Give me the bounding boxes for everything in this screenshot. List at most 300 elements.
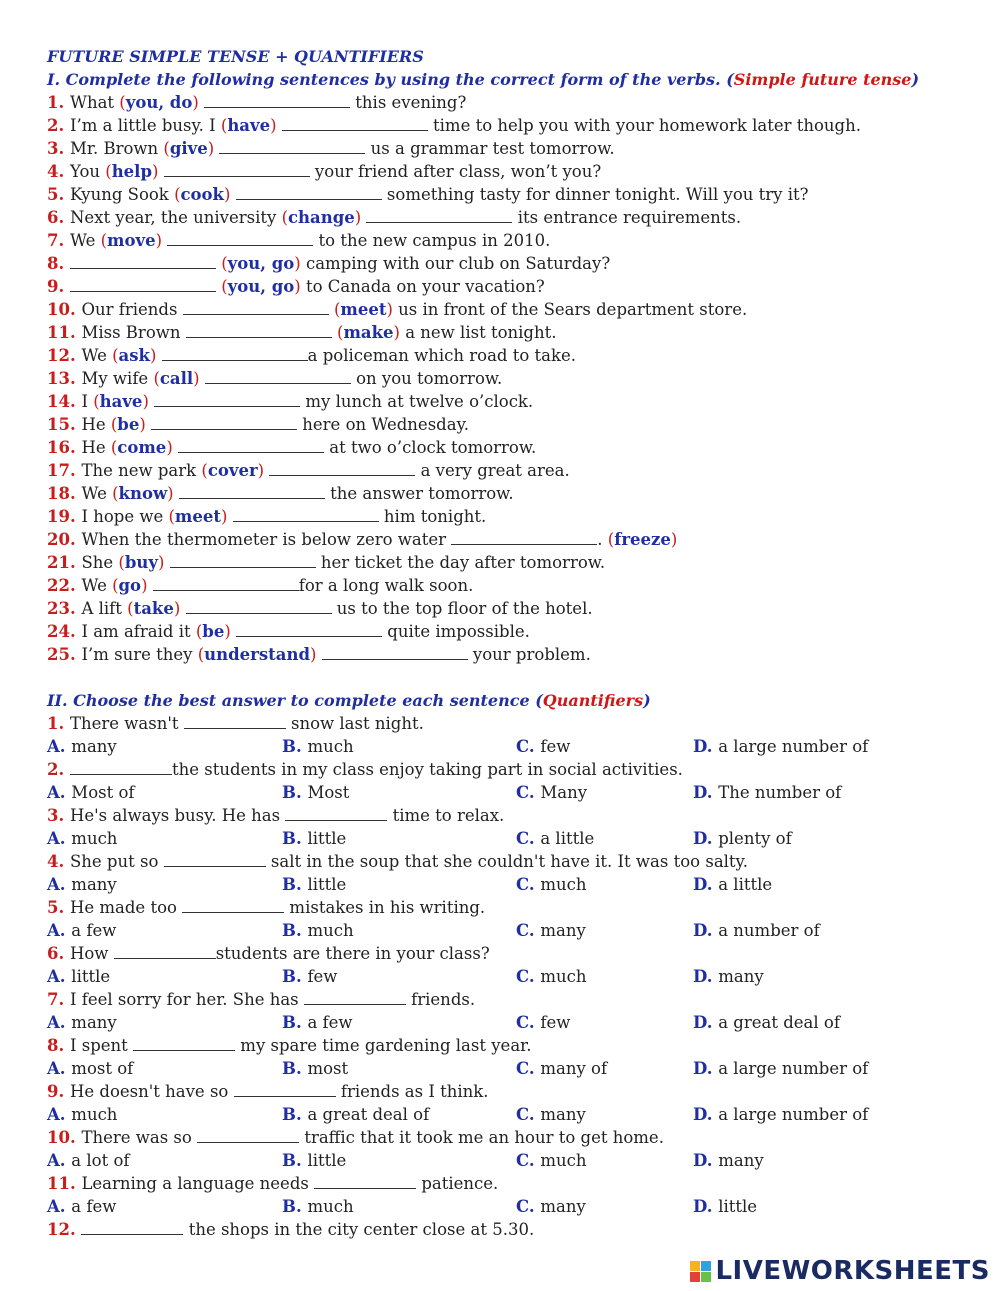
sentence-text: for a long walk soon.	[298, 576, 474, 595]
paren-open: (	[197, 645, 205, 664]
answer-blank[interactable]	[314, 1173, 416, 1189]
option-text: little	[307, 829, 347, 848]
option-b[interactable]	[282, 919, 354, 942]
option-c[interactable]	[516, 1149, 586, 1172]
item-number: 2.	[47, 116, 70, 135]
question-row	[47, 1080, 987, 1103]
option-text: most of	[71, 1059, 134, 1078]
paren-close: )	[393, 323, 400, 342]
sentence-text: the answer tomorrow.	[324, 484, 514, 503]
answer-blank[interactable]	[184, 713, 286, 729]
answer-blank[interactable]	[233, 506, 379, 522]
answer-blank[interactable]	[234, 1081, 336, 1097]
option-a[interactable]	[47, 827, 117, 850]
paren-open: (	[201, 461, 208, 480]
answer-blank[interactable]	[164, 161, 310, 177]
sentence-text: quite impossible.	[382, 622, 530, 641]
option-letter: A.	[47, 1151, 72, 1170]
option-a[interactable]	[47, 919, 116, 942]
question-text: There was so	[81, 1128, 198, 1147]
answer-blank[interactable]	[186, 322, 332, 338]
verb-text: be	[117, 415, 140, 434]
option-b[interactable]	[282, 781, 349, 804]
question-text: I feel sorry for her. She has	[69, 990, 304, 1009]
verb-hint	[118, 553, 164, 572]
option-b[interactable]	[282, 735, 354, 758]
option-c[interactable]	[516, 781, 587, 804]
sentence-text: You	[69, 162, 106, 181]
option-letter: B.	[282, 783, 308, 802]
option-d[interactable]	[693, 781, 841, 804]
exercise-row	[47, 620, 987, 643]
answer-blank[interactable]	[178, 437, 324, 453]
option-text: a lot of	[71, 1151, 130, 1170]
paren-close: )	[149, 346, 157, 365]
item-number: 24.	[47, 622, 82, 641]
option-letter: B.	[282, 1151, 308, 1170]
answer-blank[interactable]	[167, 230, 313, 246]
verb-text: move	[107, 231, 156, 250]
answer-blank[interactable]	[81, 1219, 183, 1235]
sentence-text: here on Wednesday.	[297, 415, 469, 434]
option-c[interactable]	[516, 1103, 586, 1126]
verb-hint	[111, 415, 146, 434]
answer-blank[interactable]	[282, 115, 428, 131]
question-row	[47, 942, 987, 965]
option-letter: B.	[282, 1105, 308, 1124]
question-text: the students in my class enjoy taking part in social activities.	[171, 760, 683, 779]
option-c[interactable]	[516, 965, 586, 988]
exercise-row	[47, 551, 987, 574]
question-row	[47, 804, 987, 827]
paren-close: )	[670, 530, 678, 549]
question-text: friends as I think.	[335, 1082, 489, 1101]
option-letter: C.	[516, 829, 541, 848]
exercise-row	[47, 344, 987, 367]
item-number: 16.	[47, 438, 82, 457]
option-a[interactable]	[47, 781, 135, 804]
option-letter: A.	[47, 967, 72, 986]
verb-text: you, do	[125, 93, 193, 112]
option-a[interactable]	[47, 965, 110, 988]
option-d[interactable]	[693, 965, 764, 988]
answer-blank[interactable]	[197, 1127, 299, 1143]
sentence-text: us in front of the Sears department store.	[392, 300, 748, 319]
exercise-row	[47, 183, 987, 206]
paren-close: )	[354, 208, 362, 227]
sentence-text: its entrance requirements.	[512, 208, 742, 227]
answer-blank[interactable]	[236, 184, 382, 200]
options-row	[47, 735, 987, 758]
option-b[interactable]	[282, 1103, 429, 1126]
verb-text: take	[133, 599, 174, 618]
paren-close: )	[224, 185, 231, 204]
answer-blank[interactable]	[285, 805, 387, 821]
option-c[interactable]	[516, 1011, 570, 1034]
sentence-text: When the thermometer is below zero water	[81, 530, 452, 549]
sentence-text: your problem.	[467, 645, 591, 664]
option-text: many	[540, 1105, 586, 1124]
question-text: salt in the soup that she couldn't have it. It was too salty.	[265, 852, 748, 871]
option-letter: D.	[693, 1013, 719, 1032]
paren-close: )	[152, 162, 159, 181]
sentence-text: him tonight.	[378, 507, 487, 526]
answer-blank[interactable]	[451, 529, 597, 545]
option-text: much	[71, 1105, 118, 1124]
answer-blank[interactable]	[182, 897, 284, 913]
question-text: She put so	[69, 852, 164, 871]
answer-blank[interactable]	[204, 92, 350, 108]
option-d[interactable]	[693, 735, 868, 758]
item-number: 22.	[47, 576, 82, 595]
verb-text: freeze	[614, 530, 671, 549]
paren-open: (	[221, 254, 228, 273]
sentence-text: We	[69, 231, 101, 250]
option-letter: C.	[516, 737, 541, 756]
sentence-text: A lift	[81, 599, 128, 618]
question-text: He doesn't have so	[69, 1082, 234, 1101]
verb-hint	[127, 599, 180, 618]
logo-square	[701, 1261, 711, 1271]
option-b[interactable]	[282, 1149, 346, 1172]
option-a[interactable]	[47, 1103, 117, 1126]
paren-close: )	[224, 622, 231, 641]
option-text: many	[718, 1151, 764, 1170]
option-text: many	[71, 1013, 117, 1032]
answer-blank[interactable]	[236, 621, 382, 637]
paren-close: )	[157, 553, 165, 572]
verb-text: have	[227, 116, 271, 135]
verb-text: come	[117, 438, 167, 457]
option-a[interactable]	[47, 1195, 116, 1218]
option-text: few	[540, 1013, 571, 1032]
exercise-row	[47, 206, 987, 229]
sentence-text: I	[81, 392, 94, 411]
option-a[interactable]	[47, 735, 117, 758]
exercise-row	[47, 229, 987, 252]
answer-blank[interactable]	[70, 276, 216, 292]
answer-blank[interactable]	[162, 345, 308, 361]
paren-open: (	[174, 185, 181, 204]
question-row	[47, 758, 987, 781]
paren-close: )	[141, 576, 148, 595]
options-row	[47, 1057, 987, 1080]
logo-text: LIVEWORKSHEETS	[715, 1256, 990, 1286]
item-number: 7.	[47, 231, 70, 250]
answer-blank[interactable]	[186, 598, 332, 614]
exercise-row	[47, 574, 987, 597]
paren-close: )	[257, 461, 265, 480]
option-letter: D.	[693, 1151, 719, 1170]
answer-blank[interactable]	[183, 299, 329, 315]
answer-blank[interactable]	[366, 207, 512, 223]
section2-list	[47, 712, 987, 1241]
question-number: 11.	[47, 1174, 82, 1193]
sentence-text: a very great area.	[415, 461, 570, 480]
option-letter: A.	[47, 829, 72, 848]
option-text: little	[718, 1197, 758, 1216]
verb-hint	[112, 484, 174, 503]
option-d[interactable]	[693, 1195, 757, 1218]
option-text: few	[540, 737, 571, 756]
option-text: many	[540, 921, 586, 940]
option-text: much	[540, 875, 587, 894]
sentence-text: The new park	[81, 461, 202, 480]
option-text: The number of	[718, 783, 842, 802]
paren-close: )	[294, 254, 301, 273]
question-text: There wasn't	[69, 714, 184, 733]
sentence-text: your friend after class, won’t you?	[309, 162, 602, 181]
question-text: snow last night.	[285, 714, 424, 733]
question-number: 1.	[47, 714, 70, 733]
verb-text: know	[118, 484, 168, 503]
verb-text: cover	[207, 461, 258, 480]
sentence-text: We	[81, 484, 113, 503]
option-letter: D.	[693, 737, 719, 756]
question-text: mistakes in his writing.	[284, 898, 486, 917]
option-text: many	[718, 967, 764, 986]
option-letter: A.	[47, 783, 72, 802]
sentence-text: something tasty for dinner tonight. Will you try it?	[381, 185, 809, 204]
option-text: a great deal of	[307, 1105, 430, 1124]
answer-blank[interactable]	[70, 253, 216, 269]
question-number: 8.	[47, 1036, 70, 1055]
option-c[interactable]	[516, 1195, 586, 1218]
sentence-text: I’m sure they	[81, 645, 198, 664]
verb-hint	[112, 346, 156, 365]
option-d[interactable]	[693, 1057, 868, 1080]
verb-hint	[221, 116, 277, 135]
option-letter: A.	[47, 1013, 72, 1032]
option-d[interactable]	[693, 827, 792, 850]
verb-hint	[221, 277, 301, 296]
option-d[interactable]	[693, 1011, 840, 1034]
paren-close: )	[386, 300, 393, 319]
option-c[interactable]	[516, 1057, 607, 1080]
paren-close: )	[193, 369, 200, 388]
option-b[interactable]	[282, 1057, 348, 1080]
option-letter: A.	[47, 875, 72, 894]
option-d[interactable]	[693, 1149, 764, 1172]
option-text: much	[307, 737, 354, 756]
option-text: much	[540, 967, 587, 986]
answer-blank[interactable]	[154, 391, 300, 407]
answer-blank[interactable]	[153, 575, 299, 591]
option-a[interactable]	[47, 1149, 130, 1172]
verb-text: ask	[118, 346, 150, 365]
options-row	[47, 1149, 987, 1172]
question-row	[47, 988, 987, 1011]
option-d[interactable]	[693, 919, 820, 942]
verb-hint	[93, 392, 149, 411]
question-text: traffic that it took me an hour to get home.	[299, 1128, 664, 1147]
paren-close: )	[173, 599, 181, 618]
sentence-text: us to the top floor of the hotel.	[331, 599, 593, 618]
exercise-row	[47, 413, 987, 436]
item-number: 19.	[47, 507, 82, 526]
question-text: students are there in your class?	[215, 944, 490, 963]
sentence-text: Mr. Brown	[69, 139, 164, 158]
answer-blank[interactable]	[219, 138, 365, 154]
question-text: time to relax.	[387, 806, 505, 825]
option-text: few	[307, 967, 338, 986]
answer-blank[interactable]	[133, 1035, 235, 1051]
item-number: 8.	[47, 254, 70, 273]
verb-text: you, go	[227, 254, 295, 273]
logo-square	[701, 1272, 711, 1282]
option-letter: D.	[693, 921, 719, 940]
option-d[interactable]	[693, 873, 772, 896]
options-row	[47, 1103, 987, 1126]
option-letter: B.	[282, 1013, 308, 1032]
option-c[interactable]	[516, 873, 586, 896]
exercise-row	[47, 160, 987, 183]
sentence-text: We	[81, 346, 113, 365]
option-letter: A.	[47, 1197, 72, 1216]
paren-close: )	[155, 231, 163, 250]
paren-close: )	[142, 392, 149, 411]
verb-hint	[174, 185, 230, 204]
option-letter: A.	[47, 921, 72, 940]
paren-open: (	[333, 300, 341, 319]
sentence-text: I am afraid it	[81, 622, 196, 641]
answer-blank[interactable]	[179, 483, 325, 499]
options-row	[47, 827, 987, 850]
option-a[interactable]	[47, 873, 117, 896]
option-text: a large number of	[718, 737, 869, 756]
option-letter: D.	[693, 1105, 719, 1124]
exercise-row	[47, 275, 987, 298]
verb-hint	[163, 139, 214, 158]
question-row	[47, 1218, 987, 1241]
section-spacer	[47, 666, 987, 689]
answer-blank[interactable]	[70, 759, 172, 775]
option-text: much	[307, 921, 354, 940]
exercise-row	[47, 114, 987, 137]
option-letter: C.	[516, 921, 541, 940]
question-row	[47, 712, 987, 735]
paren-open: (	[127, 599, 134, 618]
sentence-text: .	[597, 530, 608, 549]
answer-blank[interactable]	[304, 989, 406, 1005]
paren-open: (	[220, 116, 228, 135]
option-letter: C.	[516, 1013, 541, 1032]
verb-text: change	[288, 208, 355, 227]
item-number: 9.	[47, 277, 70, 296]
verb-text: help	[111, 162, 152, 181]
liveworksheets-logo	[690, 1253, 990, 1289]
paren-open: (	[93, 392, 100, 411]
item-number: 5.	[47, 185, 70, 204]
paren-close: )	[294, 277, 301, 296]
question-text: How	[69, 944, 114, 963]
sentence-text: us a grammar test tomorrow.	[365, 139, 615, 158]
verb-hint	[168, 507, 227, 526]
option-letter: D.	[693, 875, 719, 894]
paren-open: (	[112, 484, 119, 503]
item-number: 12.	[47, 346, 82, 365]
option-text: a great deal of	[718, 1013, 840, 1032]
question-row	[47, 1172, 987, 1195]
verb-hint	[201, 461, 264, 480]
sentence-text: Next year, the university	[69, 208, 282, 227]
verb-text: be	[202, 622, 225, 641]
verb-text: cook	[180, 185, 224, 204]
option-b[interactable]	[282, 965, 337, 988]
paren-open: (	[221, 277, 228, 296]
item-number: 4.	[47, 162, 70, 181]
question-number: 12.	[47, 1220, 82, 1239]
logo-square	[690, 1272, 700, 1282]
option-c[interactable]	[516, 919, 586, 942]
exercise-row	[47, 528, 987, 551]
option-b[interactable]	[282, 873, 346, 896]
verb-hint	[111, 438, 173, 457]
question-row	[47, 1034, 987, 1057]
option-a[interactable]	[47, 1011, 117, 1034]
option-c[interactable]	[516, 735, 570, 758]
paren-close: )	[139, 415, 146, 434]
sentence-text: We	[81, 576, 113, 595]
question-text: friends.	[405, 990, 476, 1009]
option-text: a little	[540, 829, 595, 848]
answer-blank[interactable]	[164, 851, 266, 867]
question-text: the shops in the city center close at 5.30.	[183, 1220, 535, 1239]
option-b[interactable]	[282, 1011, 353, 1034]
option-d[interactable]	[693, 1103, 868, 1126]
answer-blank[interactable]	[322, 644, 468, 660]
option-letter: C.	[516, 967, 541, 986]
sentence-text: What	[69, 93, 120, 112]
sentence-text: this evening?	[350, 93, 467, 112]
verb-text: understand	[204, 645, 310, 664]
paren-close: )	[167, 484, 174, 503]
answer-blank[interactable]	[269, 460, 415, 476]
option-c[interactable]	[516, 827, 594, 850]
paren-close: )	[309, 645, 317, 664]
verb-text: you, go	[227, 277, 295, 296]
exercise-row	[47, 137, 987, 160]
answer-blank[interactable]	[151, 414, 297, 430]
verb-hint	[119, 93, 199, 112]
question-number: 10.	[47, 1128, 82, 1147]
options-row	[47, 1011, 987, 1034]
option-text: a few	[71, 1197, 117, 1216]
options-row	[47, 781, 987, 804]
exercise-row	[47, 436, 987, 459]
option-b[interactable]	[282, 827, 346, 850]
item-number: 14.	[47, 392, 82, 411]
option-b[interactable]	[282, 1195, 354, 1218]
option-a[interactable]	[47, 1057, 133, 1080]
option-letter: B.	[282, 921, 308, 940]
answer-blank[interactable]	[114, 943, 216, 959]
question-number: 3.	[47, 806, 70, 825]
item-number: 18.	[47, 484, 82, 503]
item-number: 21.	[47, 553, 82, 572]
sentence-text: to the new campus in 2010.	[313, 231, 551, 250]
exercise-row	[47, 321, 987, 344]
option-text: a large number of	[718, 1105, 869, 1124]
sentence-text: Our friends	[81, 300, 183, 319]
verb-hint	[101, 231, 162, 250]
option-text: most	[307, 1059, 349, 1078]
option-text: little	[307, 875, 347, 894]
answer-blank[interactable]	[170, 552, 316, 568]
option-letter: B.	[282, 1059, 308, 1078]
answer-blank[interactable]	[205, 368, 351, 384]
verb-hint	[105, 162, 158, 181]
